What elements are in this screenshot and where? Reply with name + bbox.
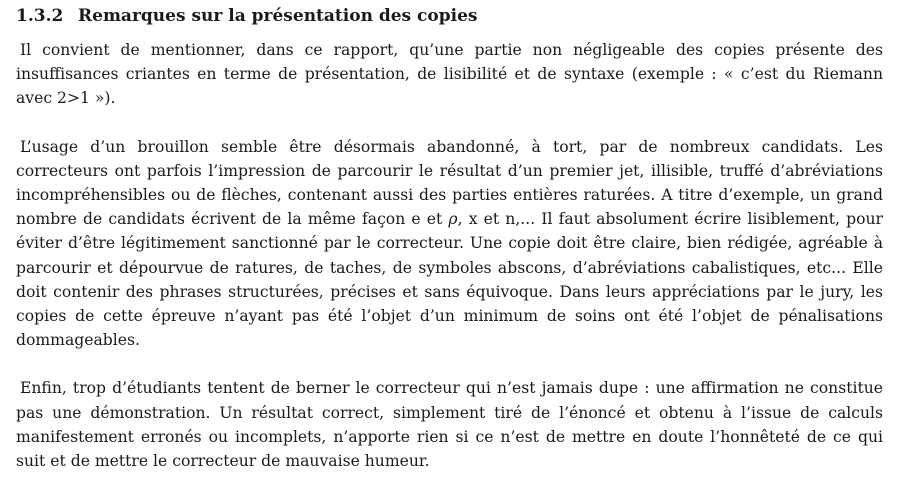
rho-symbol: ρ bbox=[448, 210, 458, 229]
paragraph-text: Il convient de mentionner, dans ce rapport, qu’une partie non négligeable des copies présente des insuffisances criantes en terme de présentation, de lisibilité et de syntaxe (exemple : « c’est du Riemann avec 2>1 »). bbox=[16, 41, 883, 108]
section-heading bbox=[16, 4, 883, 28]
paragraph-brouillon-usage bbox=[16, 135, 883, 353]
paragraph-text-before-symbol: L’usage d’un brouillon semble être désormais abandonné, à tort, par de nombreux candidats. Les correcteurs ont parfois l’impression de parcourir le résultat d’un premier jet, illisible, truffé d’abréviations incompréhensibles ou de flèches, contenant aussi des parties entières raturées. A titre d’exemple, un grand nombre de candidats écrivent de la même façon e et bbox=[16, 137, 883, 229]
section-number: 1.3.2 bbox=[16, 6, 64, 26]
paragraph-honesty-warning bbox=[16, 376, 883, 473]
paragraph-text: Enfin, trop d’étudiants tentent de berner le correcteur qui n’est jamais dupe : une affirmation ne constitue pas une démonstration. Un résultat correct, simplement tiré de l’énoncé et obtenu à l’issue de calculs manifestement erronés ou incomplets, n’apporte rien si ce n’est de mettre en doute l’honnêteté de ce qui suit et de mettre le correcteur de mauvaise humeur. bbox=[16, 379, 883, 471]
paragraph-presentation-issues bbox=[16, 38, 883, 111]
paragraph-text-after-symbol: , x et n,... Il faut absolument écrire lisiblement, pour éviter d’être légitimement sanctionné par le correcteur. Une copie doit être claire, bien rédigée, agréable à parcourir et dépourvue de ratures, de taches, de symboles abscons, d’abréviations cabalistiques, etc... Elle doit contenir des phrases structurées, précises et sans équivoque. Dans leurs appréciations par le jury, les copies de cette épreuve n’ayant pas été l’objet d’un minimum de soins ont été l’objet de pénalisations dommageables. bbox=[16, 210, 883, 350]
section-title: Remarques sur la présentation des copies bbox=[78, 6, 478, 26]
